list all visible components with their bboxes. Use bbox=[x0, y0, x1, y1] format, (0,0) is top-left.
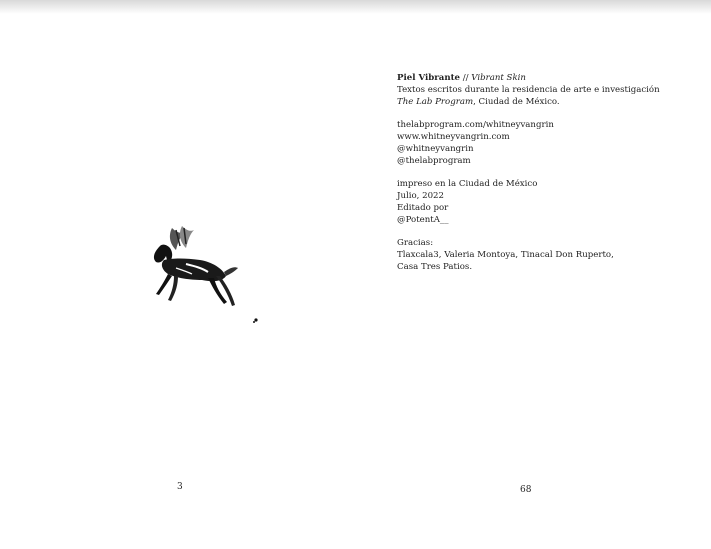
printing-line: Editado por bbox=[397, 202, 449, 213]
printing-line: Julio, 2022 bbox=[397, 190, 444, 201]
spacer bbox=[397, 108, 697, 120]
program-location: , Ciudad de México. bbox=[473, 96, 560, 107]
top-shadow bbox=[0, 0, 711, 14]
thanks-text: Tlaxcala3, Valeria Montoya, Tinacal Don Ruperto, Casa Tres Patios. bbox=[397, 249, 614, 272]
thanks-label: Gracias: bbox=[397, 238, 434, 249]
title-bold: Piel Vibrante bbox=[397, 73, 461, 83]
program-line bbox=[397, 97, 697, 109]
link-line: @thelabprogram bbox=[397, 155, 471, 166]
spacer bbox=[397, 167, 697, 179]
title-line bbox=[397, 73, 697, 85]
spacer bbox=[397, 226, 697, 238]
link-line: @whitneyvangrin bbox=[397, 143, 474, 154]
link-line: thelabprogram.com/whitneyvangrin bbox=[397, 120, 554, 131]
colophon-text bbox=[397, 73, 697, 274]
title-italic: Vibrant Skin bbox=[471, 73, 526, 83]
page-number-right: 68 bbox=[520, 485, 532, 495]
link-line: www.whitneyvangrin.com bbox=[397, 131, 510, 142]
program-name: The Lab Program bbox=[397, 96, 474, 107]
winged-horse-icon bbox=[146, 224, 266, 328]
title-separator: // bbox=[460, 73, 472, 83]
printing-line: @PotentA__ bbox=[397, 214, 449, 225]
printing-line: impreso en la Ciudad de México bbox=[397, 179, 538, 190]
page-number-left: 3 bbox=[177, 482, 183, 492]
residency-line: Textos escritos durante la residencia de arte e investigación bbox=[397, 84, 660, 95]
